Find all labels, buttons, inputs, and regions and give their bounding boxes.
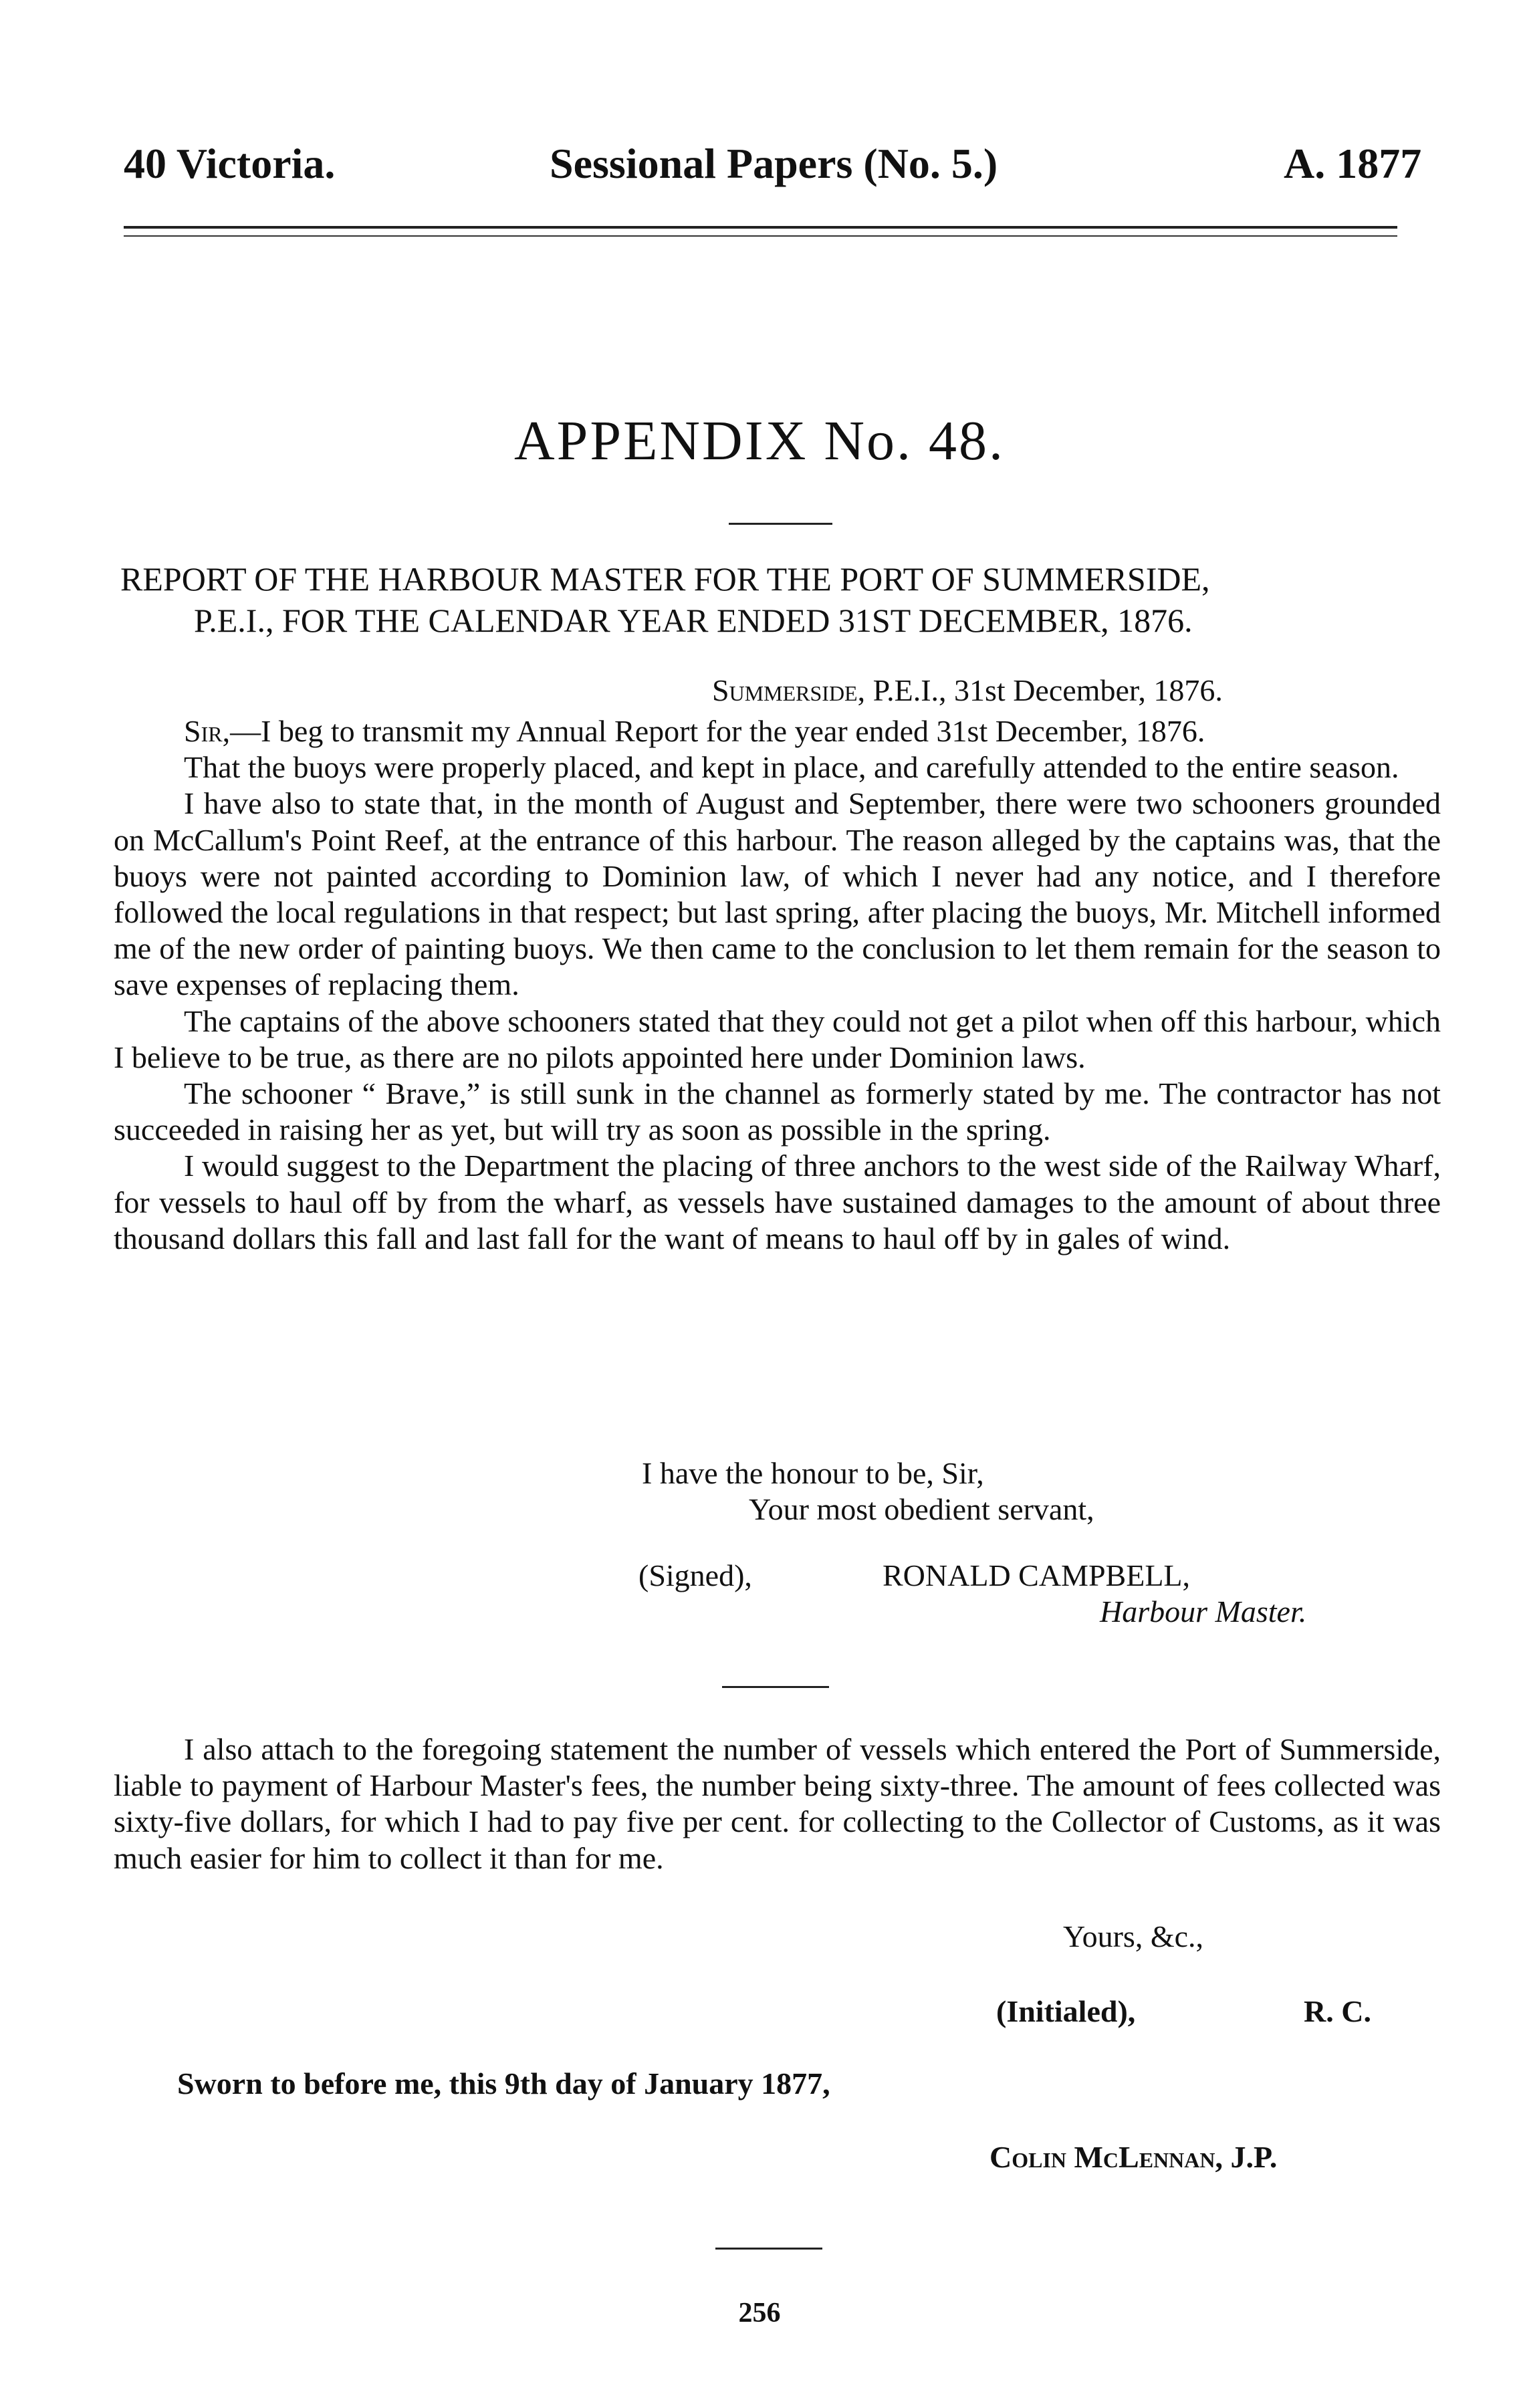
report-title bbox=[120, 558, 1444, 641]
jp-name: Colin McLennan bbox=[989, 2140, 1215, 2174]
signer-title: Harbour Master. bbox=[1100, 1594, 1307, 1629]
justice-of-peace bbox=[989, 2139, 1277, 2175]
running-header bbox=[0, 137, 1519, 197]
salutation: Sir, bbox=[184, 714, 231, 748]
footer-divider bbox=[715, 2248, 822, 2250]
title-divider bbox=[729, 523, 832, 525]
letter-paragraph: I would suggest to the Department the placing of three anchors to the west side of the Railway Wharf, for vessels to haul off by from the wharf, as vessels have sustained damages to the amount of about three thousand dollars this fall and last fall for the want of means to haul off by in gales of wind. bbox=[114, 1149, 1441, 1255]
header-year: A. 1877 bbox=[1284, 140, 1422, 187]
header-sessional-papers: Sessional Papers (No. 5.) bbox=[550, 140, 998, 187]
initials: R. C. bbox=[1304, 1994, 1371, 2028]
postscript-paragraph: I also attach to the foregoing statement the number of vessels which entered the Port of Summerside, liable to payment of Harbour Master's fees, the number being sixty-three. The amount of fees collected was sixty-five dollars, for which I had to pay five per cent. for collecting to the Collector of Customs, as it was much easier for him to collect it than for me. bbox=[114, 1732, 1441, 1875]
letter-paragraph: That the buoys were properly placed, and kept in place, and carefully attended to the entire season. bbox=[184, 750, 1399, 785]
page-number: 256 bbox=[738, 2298, 781, 2328]
letter-paragraph: The captains of the above schooners stated that they could not get a pilot when off this harbour, which I believe to be true, as there are no pilots appointed here under Dominion laws. bbox=[114, 1003, 1441, 1074]
header-rule-bottom bbox=[124, 235, 1397, 237]
header-rule-top bbox=[124, 226, 1397, 229]
initialed-label: (Initialed), bbox=[996, 1994, 1136, 2028]
appendix-title: APPENDIX No. 48. bbox=[513, 410, 1006, 472]
letter-paragraph bbox=[114, 713, 1441, 749]
closing-line-2: Your most obedient servant, bbox=[749, 1492, 1094, 1526]
signed-label: (Signed), bbox=[638, 1558, 752, 1592]
header-session: 40 Victoria. bbox=[124, 140, 336, 187]
letter-body bbox=[114, 713, 1441, 1257]
dateline bbox=[712, 672, 1223, 709]
section-divider bbox=[722, 1686, 829, 1688]
closing-line-1: I have the honour to be, Sir, bbox=[642, 1456, 984, 1490]
letter-paragraph: The schooner “ Brave,” is still sunk in the channel as formerly stated by me. The contractor has not succeeded in raising her as yet, but will try as soon as possible in the spring. bbox=[114, 1076, 1441, 1147]
sworn-statement: Sworn to before me, this 9th day of January 1877, bbox=[177, 2066, 830, 2100]
postscript-body bbox=[114, 1731, 1441, 1877]
signer-name: RONALD CAMPBELL, bbox=[883, 1558, 1191, 1592]
report-title-line2: P.E.I., FOR THE CALENDAR YEAR ENDED 31ST DECEMBER, 1876. bbox=[194, 602, 1193, 639]
letter-paragraph: I have also to state that, in the month of August and September, there were two schooners grounded on McCallum's Point Reef, at the entrance of this harbour. The reason alleged by the captains was, that the buoys were not painted according to Dominion law, of which I never had any notice, and I therefore followed the local regulations in that respect; but last spring, after placing the buoys, Mr. Mitchell informed me of the new order of painting buoys. We then came to the conclusion to let them remain for the season to save expenses of replacing them. bbox=[114, 786, 1441, 1002]
report-title-line1: REPORT OF THE HARBOUR MASTER FOR THE PORT OF SUMMERSIDE, bbox=[120, 560, 1210, 598]
dateline-place: Summerside bbox=[712, 673, 858, 707]
paragraph-text: —I beg to transmit my Annual Report for the year ended 31st December, 1876. bbox=[230, 714, 1205, 748]
yours-line: Yours, &c., bbox=[1063, 1919, 1204, 1953]
dateline-rest: , P.E.I., 31st December, 1876. bbox=[857, 673, 1223, 707]
jp-suffix: , J.P. bbox=[1215, 2140, 1278, 2174]
